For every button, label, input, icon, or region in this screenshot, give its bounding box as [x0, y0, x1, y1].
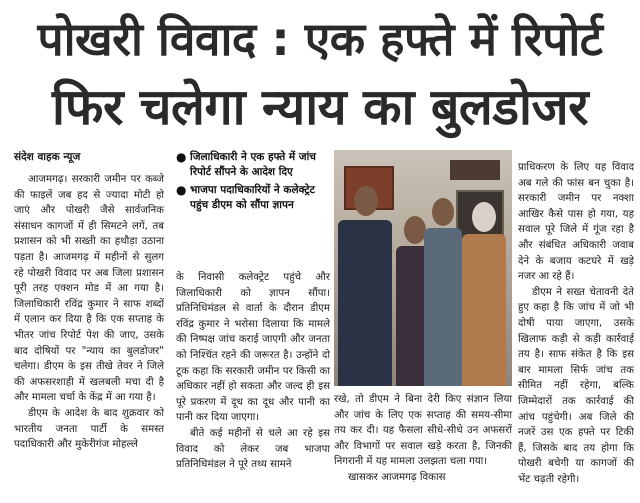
- highlight-text: जिलाधिकारी ने एक हफ्ते में जांच रिपोर्ट सौंपने के आदेश दिए: [190, 151, 316, 178]
- article-column-2: [176, 270, 330, 473]
- person-head: [472, 202, 496, 232]
- paragraph: डीएम के आदेश के बाद शुक्रवार को भारतीय जनता पार्टी के समस्त पदाधिकारी और मुकेरीगंज मोहल्ले: [14, 407, 164, 451]
- paragraph: प्राधिकरण के लिए यह विवाद अब गले की फांस बन चुका है। सरकारी जमीन पर नक्शा आखिर कैसे पास हो गया, यह सवाल पूरे जिले में गूंज रहा है और संबंधित अधिकारी जवाब देने के बजाय कटघरे में खड़े नजर आ रहे हैं।: [518, 162, 634, 283]
- paragraph: आजमगढ़। सरकारी जमीन पर कब्जे की फाइलें जब हद से ज्यादा मोटी हो जाएं और पोखरी जैसे सार्वजनिक संसाधन कागजों में ही सिमटने लगें, तब प्रशासन को भी सख्ती का हथौड़ा उठाना पड़ता है। आजमगढ़ में महीनों से सुलग रहे पोखरी विवाद पर अब जिला प्रशासन पूरी तरह एक्शन मोड में आ गया है। जिलाधिकारी रविंद्र कुमार ने साफ शब्दों में एलान कर दिया है कि एक सप्ताह के भीतर जांच रिपोर्ट पेश की जाए, उसके बाद दोषियों पर "न्याय का बुलडोजर" चलेगा। डीएम के इस तीखे तेवर ने जिले की अफसरशाही में खलबली मचा दी है और मामला चर्चा के केंद्र में आ गया है।: [14, 174, 164, 404]
- paragraph: डीएम ने सख्त चेतावनी देते हुए कहा है कि जांच में जो भी दोषी पाया जाएगा, उसके खिलाफ कड़ी से कड़ी कार्रवाई तय है। साफ संकेत है कि इस बार मामला सिर्फ जांच तक सीमित नहीं रहेगा, बल्कि जिम्मेदारों तक कार्रवाई की आंच पहुंचेगी। अब जिले की नजरें उस एक हफ्ते पर टिकी हैं, जिसके बाद तय होगा कि पोखरी बचेगी या कागजों की भेंट चढ़ती रहेगी।: [518, 286, 634, 485]
- person-figure: [462, 234, 506, 386]
- person-head: [354, 186, 378, 216]
- highlight-text: भाजपा पदाधिकारियों ने कलेक्ट्रेट पहुंच डीएम को सौंपा ज्ञापन: [190, 184, 315, 211]
- highlights-box: [176, 150, 326, 216]
- paragraph: बीते कई महीनों से चले आ रहे इस विवाद को लेकर जब भाजपा प्रतिनिधिमंडल ने पूरे तथ्य सामने: [176, 427, 330, 471]
- byline: संदेश वाहक न्यूज: [14, 151, 81, 163]
- bullet-icon: ●: [176, 183, 187, 197]
- person-head: [432, 198, 454, 226]
- article-column-4: [518, 160, 634, 487]
- highlight-item: [176, 183, 326, 213]
- headline-line-1: पोखरी विवाद : एक हफ्ते में रिपोर्ट: [37, 12, 603, 66]
- paragraph: के निवासी कलेक्ट्रेट पहुंचे और जिलाधिकारी को ज्ञापन सौंपा। प्रतिनिधिमंडल से वार्ता के दौरान डीएम रविंद्र कुमार ने भरोसा दिलाया कि मामले की निष्पक्ष जांच कराई जाएगी और जनता को निश्चिंत रहने की जरूरत है। उन्होंने दो टूक कहा कि सरकारी जमीन पर किसी का अधिकार नहीं हो सकता और जल्द ही इस पूरे प्रकरण में दूध का दूध और पानी का पानी कर दिया जाएगा।: [176, 272, 330, 424]
- paragraph: रखे, तो डीएम ने बिना देरी किए संज्ञान लिया और जांच के लिए एक सप्ताह की समय-सीमा तय कर दी। यह फैसला सीधे-सीधे उन अफसरों और विभागों पर सवाल खड़े करता है, जिनकी निगरानी में यह मामला उलझता चला गया।: [334, 394, 512, 468]
- person-figure: [424, 228, 462, 386]
- person-figure: [338, 220, 392, 386]
- article-column-1: [14, 172, 164, 453]
- news-photo: [334, 150, 512, 386]
- article-column-3: [334, 392, 512, 486]
- highlight-item: [176, 150, 326, 180]
- wall-sign-shape: [450, 160, 500, 180]
- paragraph: खासकर आजमगढ़ विकास: [348, 471, 446, 483]
- person-head: [404, 216, 426, 244]
- headline-line-2: फिर चलेगा न्याय का बुलडोजर: [51, 78, 589, 136]
- bullet-icon: ●: [176, 150, 187, 164]
